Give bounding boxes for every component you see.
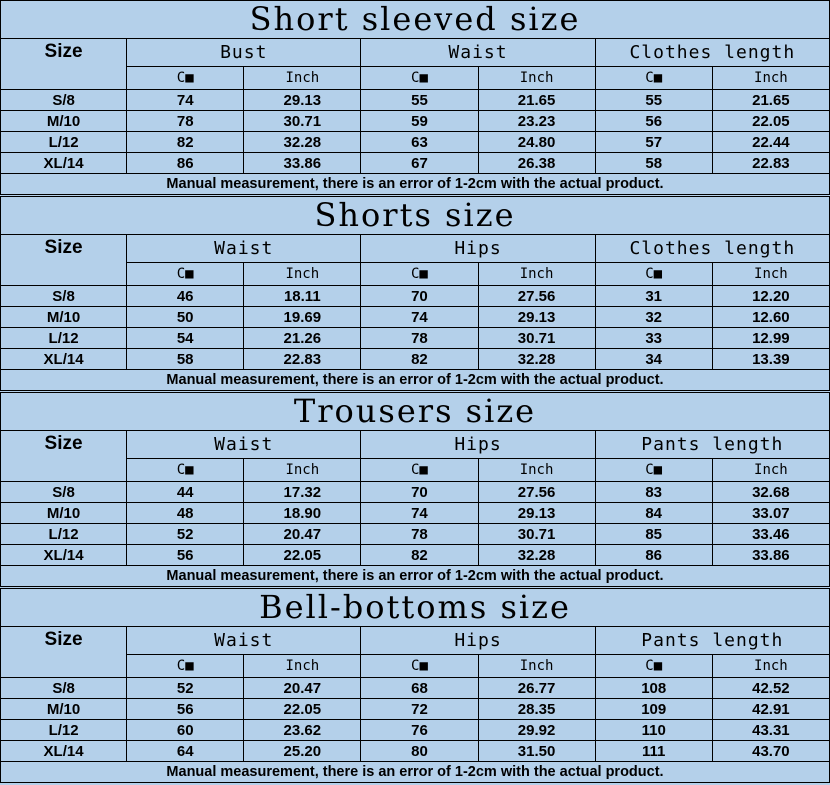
measurement-cell: 44 xyxy=(127,482,244,503)
group-header-row xyxy=(1,627,830,655)
unit-inch-header: Inch xyxy=(478,263,595,286)
measurement-cell: 29.13 xyxy=(478,503,595,524)
table-row xyxy=(1,153,830,174)
measurement-cell: 29.13 xyxy=(478,307,595,328)
size-table xyxy=(0,0,830,195)
measurement-cell: 82 xyxy=(361,349,478,370)
measurement-cell: 22.83 xyxy=(244,349,361,370)
measurement-group-header: Pants length xyxy=(595,431,829,459)
measurement-cell: 64 xyxy=(127,741,244,762)
measurement-cell: 13.39 xyxy=(712,349,829,370)
measurement-group-header: Waist xyxy=(127,627,361,655)
unit-inch-header: Inch xyxy=(712,459,829,482)
size-cell: XL/14 xyxy=(1,741,127,762)
measurement-cell: 33.86 xyxy=(712,545,829,566)
unit-inch-header: Inch xyxy=(712,263,829,286)
measurement-cell: 42.52 xyxy=(712,678,829,699)
measurement-cell: 48 xyxy=(127,503,244,524)
size-cell: S/8 xyxy=(1,482,127,503)
measurement-cell: 30.71 xyxy=(478,524,595,545)
measurement-cell: 12.60 xyxy=(712,307,829,328)
unit-inch-header: Inch xyxy=(478,459,595,482)
measurement-cell: 67 xyxy=(361,153,478,174)
measurement-cell: 31 xyxy=(595,286,712,307)
measurement-cell: 33.07 xyxy=(712,503,829,524)
measurement-cell: 31.50 xyxy=(478,741,595,762)
unit-cm-header: C■ xyxy=(127,67,244,90)
measurement-cell: 46 xyxy=(127,286,244,307)
measurement-cell: 27.56 xyxy=(478,482,595,503)
size-cell: L/12 xyxy=(1,328,127,349)
size-column-header: Size xyxy=(1,627,127,678)
size-cell: M/10 xyxy=(1,699,127,720)
measurement-cell: 78 xyxy=(361,524,478,545)
size-cell: S/8 xyxy=(1,90,127,111)
measurement-cell: 56 xyxy=(127,545,244,566)
size-column-header: Size xyxy=(1,235,127,286)
measurement-cell: 80 xyxy=(361,741,478,762)
size-cell: S/8 xyxy=(1,286,127,307)
measurement-cell: 32.28 xyxy=(244,132,361,153)
bell-bottoms-size-table xyxy=(0,588,830,784)
measurement-cell: 32 xyxy=(595,307,712,328)
table-title: Short sleeved size xyxy=(1,1,830,39)
measurement-cell: 83 xyxy=(595,482,712,503)
size-cell: L/12 xyxy=(1,524,127,545)
measurement-group-header: Waist xyxy=(361,39,595,67)
measurement-cell: 82 xyxy=(127,132,244,153)
measurement-cell: 74 xyxy=(127,90,244,111)
unit-cm-header: C■ xyxy=(595,263,712,286)
measurement-cell: 86 xyxy=(127,153,244,174)
measurement-cell: 55 xyxy=(595,90,712,111)
note-row xyxy=(1,566,830,587)
unit-cm-header: C■ xyxy=(127,655,244,678)
measurement-group-header: Hips xyxy=(361,627,595,655)
measurement-cell: 74 xyxy=(361,503,478,524)
measurement-cell: 70 xyxy=(361,482,478,503)
measurement-cell: 68 xyxy=(361,678,478,699)
measurement-cell: 24.80 xyxy=(478,132,595,153)
size-cell: L/12 xyxy=(1,720,127,741)
measurement-cell: 12.20 xyxy=(712,286,829,307)
measurement-cell: 54 xyxy=(127,328,244,349)
table-row xyxy=(1,482,830,503)
size-column-header: Size xyxy=(1,39,127,90)
measurement-cell: 78 xyxy=(127,111,244,132)
group-header-row xyxy=(1,235,830,263)
measurement-group-header: Clothes length xyxy=(595,39,829,67)
measurement-cell: 84 xyxy=(595,503,712,524)
measurement-cell: 82 xyxy=(361,545,478,566)
size-cell: L/12 xyxy=(1,132,127,153)
measurement-cell: 32.28 xyxy=(478,545,595,566)
size-cell: XL/14 xyxy=(1,153,127,174)
measurement-cell: 33 xyxy=(595,328,712,349)
table-row xyxy=(1,699,830,720)
table-row xyxy=(1,678,830,699)
unit-cm-header: C■ xyxy=(595,67,712,90)
measurement-cell: 58 xyxy=(127,349,244,370)
measurement-cell: 59 xyxy=(361,111,478,132)
measurement-note: Manual measurement, there is an error of 1-2cm with the actual product. xyxy=(1,370,830,391)
unit-inch-header: Inch xyxy=(712,655,829,678)
size-cell: M/10 xyxy=(1,307,127,328)
measurement-cell: 29.13 xyxy=(244,90,361,111)
table-row xyxy=(1,90,830,111)
measurement-cell: 74 xyxy=(361,307,478,328)
size-column-header: Size xyxy=(1,431,127,482)
measurement-cell: 60 xyxy=(127,720,244,741)
measurement-cell: 86 xyxy=(595,545,712,566)
measurement-cell: 20.47 xyxy=(244,678,361,699)
measurement-cell: 19.69 xyxy=(244,307,361,328)
measurement-cell: 78 xyxy=(361,328,478,349)
measurement-group-header: Waist xyxy=(127,235,361,263)
table-title: Trousers size xyxy=(1,393,830,431)
measurement-note: Manual measurement, there is an error of 1-2cm with the actual product. xyxy=(1,762,830,783)
measurement-cell: 72 xyxy=(361,699,478,720)
table-row xyxy=(1,720,830,741)
measurement-cell: 34 xyxy=(595,349,712,370)
measurement-cell: 22.44 xyxy=(712,132,829,153)
measurement-cell: 63 xyxy=(361,132,478,153)
size-table xyxy=(0,392,830,587)
unit-inch-header: Inch xyxy=(478,655,595,678)
measurement-cell: 33.86 xyxy=(244,153,361,174)
measurement-cell: 33.46 xyxy=(712,524,829,545)
table-title: Shorts size xyxy=(1,197,830,235)
unit-inch-header: Inch xyxy=(244,263,361,286)
measurement-cell: 76 xyxy=(361,720,478,741)
measurement-cell: 26.38 xyxy=(478,153,595,174)
table-row xyxy=(1,111,830,132)
measurement-cell: 85 xyxy=(595,524,712,545)
group-header-row xyxy=(1,431,830,459)
table-row xyxy=(1,307,830,328)
measurement-cell: 18.90 xyxy=(244,503,361,524)
unit-cm-header: C■ xyxy=(595,655,712,678)
measurement-cell: 28.35 xyxy=(478,699,595,720)
group-header-row xyxy=(1,39,830,67)
measurement-cell: 17.32 xyxy=(244,482,361,503)
measurement-cell: 70 xyxy=(361,286,478,307)
size-cell: M/10 xyxy=(1,111,127,132)
unit-cm-header: C■ xyxy=(361,459,478,482)
table-row xyxy=(1,328,830,349)
size-cell: M/10 xyxy=(1,503,127,524)
measurement-cell: 32.28 xyxy=(478,349,595,370)
table-row xyxy=(1,349,830,370)
measurement-cell: 109 xyxy=(595,699,712,720)
measurement-cell: 58 xyxy=(595,153,712,174)
measurement-cell: 21.65 xyxy=(712,90,829,111)
measurement-cell: 25.20 xyxy=(244,741,361,762)
measurement-cell: 56 xyxy=(595,111,712,132)
size-table xyxy=(0,588,830,783)
measurement-note: Manual measurement, there is an error of 1-2cm with the actual product. xyxy=(1,566,830,587)
measurement-cell: 43.70 xyxy=(712,741,829,762)
measurement-cell: 30.71 xyxy=(478,328,595,349)
size-cell: XL/14 xyxy=(1,545,127,566)
measurement-cell: 22.05 xyxy=(712,111,829,132)
measurement-cell: 52 xyxy=(127,524,244,545)
size-cell: XL/14 xyxy=(1,349,127,370)
measurement-group-header: Hips xyxy=(361,431,595,459)
measurement-cell: 26.77 xyxy=(478,678,595,699)
size-table xyxy=(0,196,830,391)
shorts-size-table xyxy=(0,196,830,392)
table-title-row xyxy=(1,589,830,627)
measurement-cell: 18.11 xyxy=(244,286,361,307)
size-cell: S/8 xyxy=(1,678,127,699)
measurement-cell: 50 xyxy=(127,307,244,328)
measurement-cell: 43.31 xyxy=(712,720,829,741)
measurement-group-header: Hips xyxy=(361,235,595,263)
measurement-cell: 55 xyxy=(361,90,478,111)
unit-inch-header: Inch xyxy=(244,459,361,482)
trousers-size-table xyxy=(0,392,830,588)
short-sleeved-size-table xyxy=(0,0,830,196)
unit-inch-header: Inch xyxy=(712,67,829,90)
unit-inch-header: Inch xyxy=(478,67,595,90)
table-row xyxy=(1,545,830,566)
unit-cm-header: C■ xyxy=(361,655,478,678)
table-title-row xyxy=(1,1,830,39)
measurement-cell: 56 xyxy=(127,699,244,720)
measurement-cell: 22.83 xyxy=(712,153,829,174)
measurement-cell: 20.47 xyxy=(244,524,361,545)
measurement-cell: 110 xyxy=(595,720,712,741)
unit-cm-header: C■ xyxy=(361,67,478,90)
measurement-cell: 23.23 xyxy=(478,111,595,132)
unit-cm-header: C■ xyxy=(127,459,244,482)
unit-inch-header: Inch xyxy=(244,67,361,90)
measurement-cell: 22.05 xyxy=(244,545,361,566)
measurement-cell: 21.26 xyxy=(244,328,361,349)
measurement-cell: 52 xyxy=(127,678,244,699)
measurement-cell: 32.68 xyxy=(712,482,829,503)
measurement-cell: 108 xyxy=(595,678,712,699)
measurement-cell: 21.65 xyxy=(478,90,595,111)
measurement-cell: 42.91 xyxy=(712,699,829,720)
measurement-group-header: Clothes length xyxy=(595,235,829,263)
table-title: Bell-bottoms size xyxy=(1,589,830,627)
table-row xyxy=(1,503,830,524)
note-row xyxy=(1,370,830,391)
measurement-group-header: Bust xyxy=(127,39,361,67)
measurement-cell: 23.62 xyxy=(244,720,361,741)
measurement-cell: 12.99 xyxy=(712,328,829,349)
table-title-row xyxy=(1,393,830,431)
note-row xyxy=(1,762,830,783)
unit-cm-header: C■ xyxy=(127,263,244,286)
measurement-note: Manual measurement, there is an error of 1-2cm with the actual product. xyxy=(1,174,830,195)
measurement-cell: 22.05 xyxy=(244,699,361,720)
table-row xyxy=(1,286,830,307)
measurement-group-header: Waist xyxy=(127,431,361,459)
unit-inch-header: Inch xyxy=(244,655,361,678)
measurement-group-header: Pants length xyxy=(595,627,829,655)
measurement-cell: 29.92 xyxy=(478,720,595,741)
unit-cm-header: C■ xyxy=(361,263,478,286)
measurement-cell: 27.56 xyxy=(478,286,595,307)
measurement-cell: 57 xyxy=(595,132,712,153)
unit-cm-header: C■ xyxy=(595,459,712,482)
measurement-cell: 30.71 xyxy=(244,111,361,132)
measurement-cell: 111 xyxy=(595,741,712,762)
table-row xyxy=(1,741,830,762)
note-row xyxy=(1,174,830,195)
table-row xyxy=(1,132,830,153)
table-title-row xyxy=(1,197,830,235)
table-row xyxy=(1,524,830,545)
